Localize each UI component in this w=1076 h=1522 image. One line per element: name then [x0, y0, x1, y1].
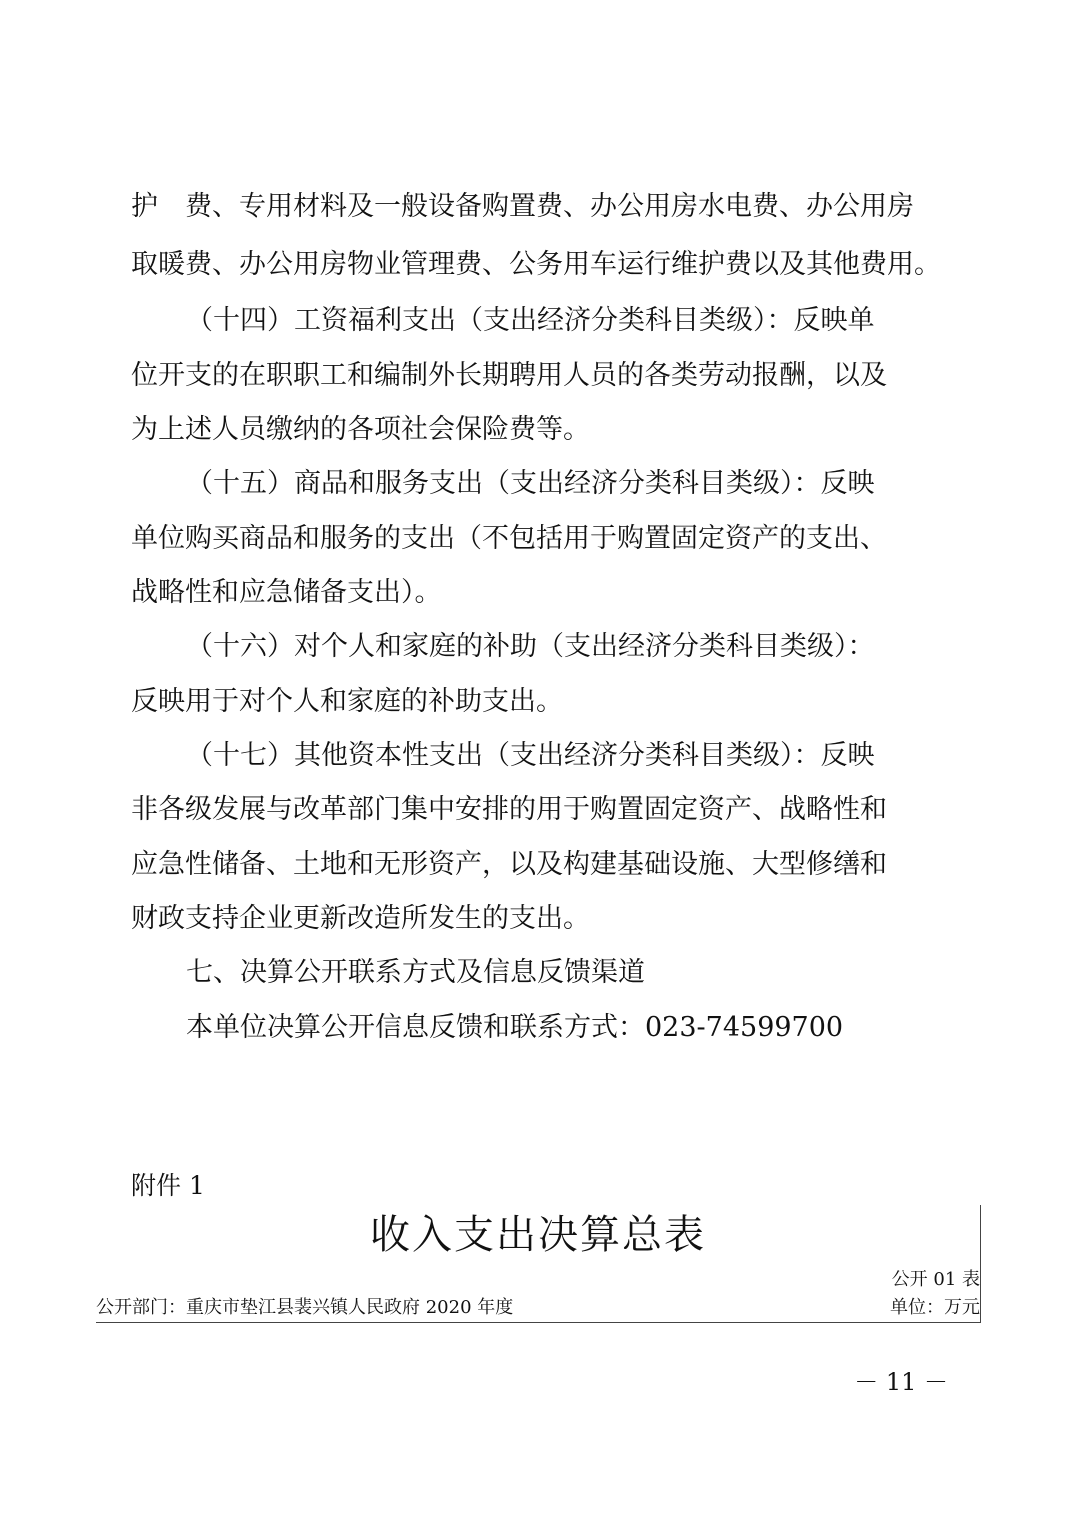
body-line: 为上述人员缴纳的各项社会保险费等。	[131, 414, 590, 445]
table-right-border	[980, 1205, 981, 1323]
body-line: （十五）商品和服务支出（支出经济分类科目类级）：反映	[186, 468, 875, 499]
body-line: 战略性和应急储备支出）。	[131, 577, 442, 608]
body-line: 反映用于对个人和家庭的补助支出。	[131, 686, 563, 717]
body-line: （十四）工资福利支出（支出经济分类科目类级）：反映单	[186, 305, 875, 336]
contact-line: 本单位决算公开信息反馈和联系方式：023-74599700	[186, 1012, 844, 1043]
body-line: 单位购买商品和服务的支出（不包括用于购置固定资产的支出、	[131, 523, 887, 554]
unit-line: 单位：万元	[890, 1297, 980, 1318]
section-heading: 七、决算公开联系方式及信息反馈渠道	[186, 957, 645, 988]
department-line: 公开部门：重庆市垫江县裴兴镇人民政府 2020 年度	[96, 1297, 514, 1318]
table-title: 收入支出决算总表	[370, 1212, 706, 1258]
body-line: 非各级发展与改革部门集中安排的用于购置固定资产、战略性和	[131, 794, 887, 825]
body-line: 护 费、专用材料及一般设备购置费、办公用房水电费、办公用房	[131, 191, 914, 222]
body-line: 财政支持企业更新改造所发生的支出。	[131, 903, 590, 934]
table-top-border	[96, 1322, 981, 1323]
body-line: 取暖费、办公用房物业管理费、公务用车运行维护费以及其他费用。	[131, 249, 941, 280]
body-line: 位开支的在职职工和编制外长期聘用人员的各类劳动报酬，以及	[131, 360, 887, 391]
body-line: 应急性储备、土地和无形资产，以及构建基础设施、大型修缮和	[131, 849, 887, 880]
body-line: （十七）其他资本性支出（支出经济分类科目类级）：反映	[186, 740, 875, 771]
attachment-label: 附件 1	[131, 1171, 205, 1200]
form-number: 公开 01 表	[891, 1269, 980, 1290]
page-number: － 11 －	[854, 1368, 948, 1396]
body-line: （十六）对个人和家庭的补助（支出经济分类科目类级）：	[186, 631, 875, 662]
